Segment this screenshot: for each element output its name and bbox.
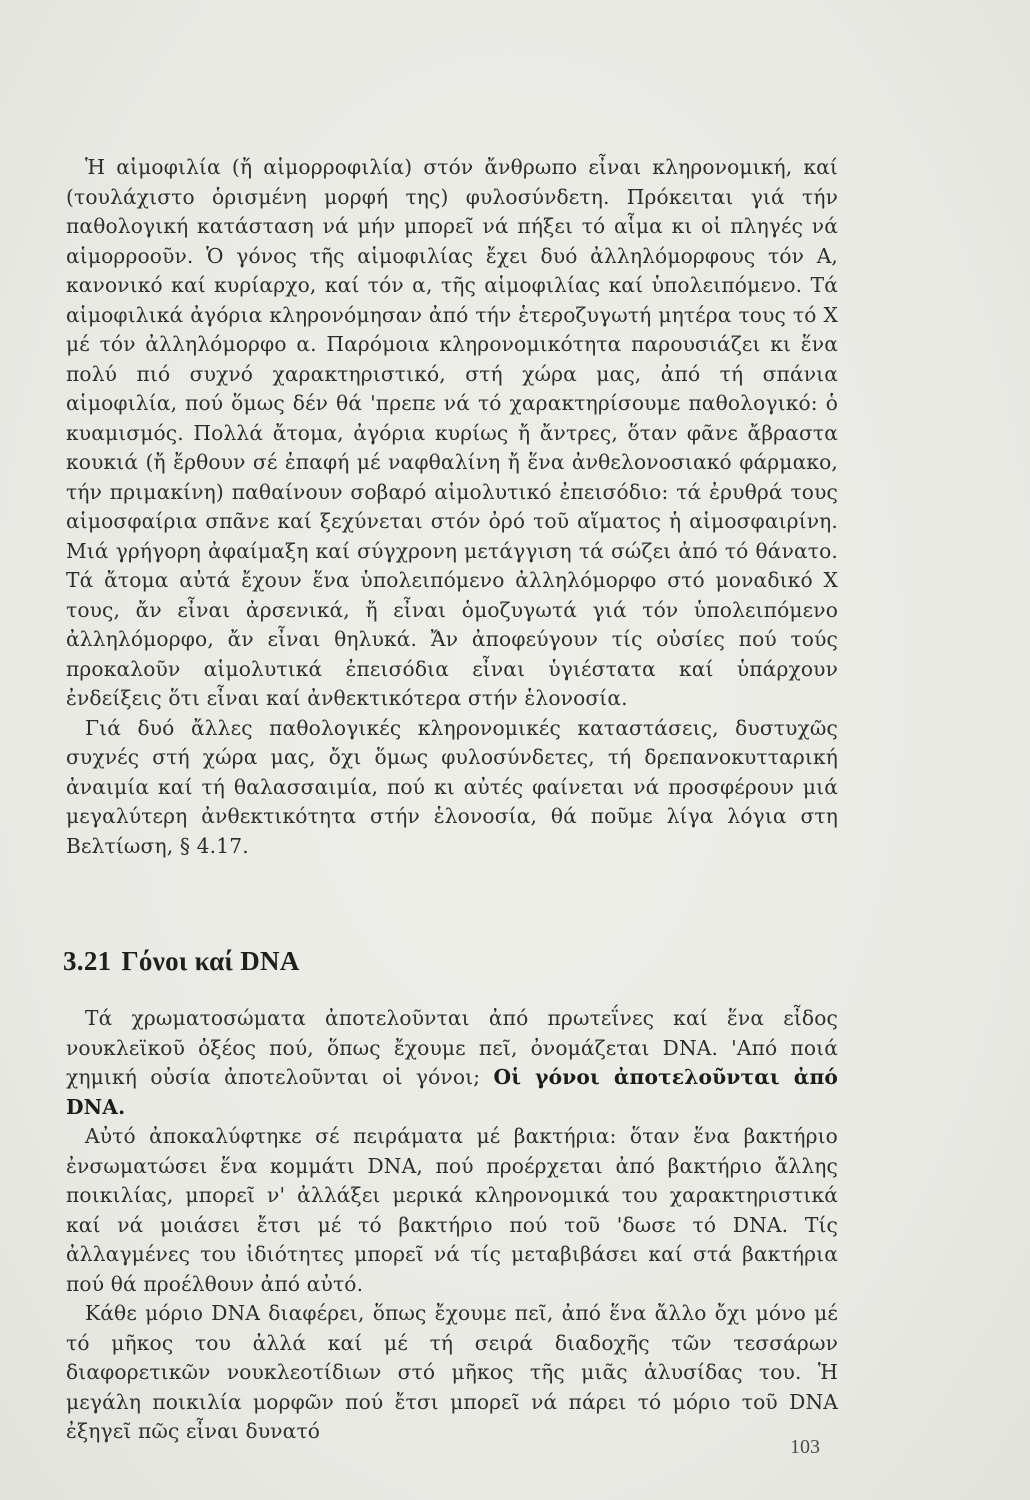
paragraph-hemophilia: Ἡ αἱμοφιλία (ἤ αἱμορροφιλία) στόν ἄνθρωπο εἶναι κληρονομική, καί (τουλάχιστο ὁρισμένη μορφή της) φυλοσύνδετη. Πρόκειται γιά τήν παθολογική κατάσταση νά μήν μπορεῖ νά πήξει τό αἷμα κι οἱ πληγές νά αἱμορροοῦν. Ὁ γόνος τῆς αἱμοφιλίας ἔχει δυό ἀλληλόμορφους τόν A, κανονικό καί κυρίαρχο, καί τόν α, τῆς αἱμοφιλίας καί ὑπολειπόμενο. Τά αἱμοφιλικά ἀγόρια κληρονόμησαν ἀπό τήν ἑτεροζυγωτή μητέρα τους τό X μέ τόν ἀλληλόμορφο α. Παρόμοια κληρονομικότητα παρουσιάζει κι ἕνα πολύ πιό συχνό χαρακτηριστικό, στή χώρα μας, ἀπό τή σπάνια αἱμοφιλία, πού ὅμως δέν θά 'πρεπε νά τό χαρακτηρίσουμε παθολογικό: ὁ κυαμισμός. Πολλά ἄτομα, ἀγόρια κυρίως ἤ ἄντρες, ὅταν φᾶνε ἄβραστα κουκιά (ἤ ἔρθουν σέ ἐπαφή μέ ναφθαλίνη ἤ ἕνα ἀνθελονοσιακό φάρμακο, τήν πριμακίνη) παθαίνουν σοβαρό αἱμολυτικό ἐπεισόδιο: τά ἐρυθρά τους αἱμοσφαίρια σπᾶνε καί ξεχύνεται στόν ὀρό τοῦ αἵματος ἡ αἱμοσφαιρίνη. Μιά γρήγορη ἀφαίμαξη καί σύγχρονη μετάγγιση τά σώζει ἀπό τό θάνατο. Τά ἄτομα αὐτά ἔχουν ἕνα ὑπολειπόμενο ἀλληλόμορφο στό μοναδικό X τους, ἄν εἶναι ἀρσενικά, ἤ εἶναι ὁμοζυγωτά γιά τόν ὑπολειπόμενο ἀλληλόμορφο, ἄν εἶναι θηλυκά. Ἄν ἀποφεύγουν τίς οὐσίες πού τούς προκαλοῦν αἱμολυτικά ἐπεισόδια εἶναι ὑγιέστατα καί ὑπάρχουν ἐνδείξεις ὅτι εἶναι καί ἀνθεκτικότερα στήν ἑλονοσία. bbox=[66, 155, 838, 710]
paragraph-chromosomes bbox=[66, 1004, 838, 1122]
text-block-section bbox=[66, 1004, 838, 1447]
paragraph-chromosomes-text: Τά χρωματοσώματα ἀποτελοῦνται ἀπό πρωτεΐνες καί ἕνα εἶδος νουκλεϊκοῦ ὀξέος πού, ὅπως ἔχουμε πεῖ, ὀνομάζεται DNA. 'Από ποιά χημική οὐσία ἀποτελοῦνται οἱ γόνοι; bbox=[66, 1006, 838, 1089]
text-block-top bbox=[66, 153, 838, 861]
section-number: 3.21 bbox=[63, 946, 112, 976]
paragraph-chromosomes-bold: Οἱ γόνοι ἀποτελοῦνται ἀπό DNA. bbox=[66, 1065, 838, 1119]
section-title: Γόνοι καί DNA bbox=[121, 946, 300, 976]
page-number: 103 bbox=[790, 1436, 820, 1458]
paragraph-other-conditions: Γιά δυό ἄλλες παθολογικές κληρονομικές καταστάσεις, δυστυχῶς συχνές στή χώρα μας, ὄχι ὅμως φυλοσύνδετες, τή δρεπανοκυτταρική ἀναιμία καί τή θαλασσαιμία, πού κι αὐτές φαίνεται νά προσφέρουν μιά μεγαλύτερη ἀνθεκτικότητα στήν ἑλονοσία, θά ποῦμε λίγα λόγια στη Βελτίωση, § 4.17. bbox=[66, 715, 838, 858]
paragraph-bacteria: Αὐτό ἀποκαλύφτηκε σέ πειράματα μέ βακτήρια: ὅταν ἕνα βακτήριο ἐνσωματώσει ἕνα κομμάτι DNA, πού προέρχεται ἀπό βακτήριο ἄλλης ποικιλίας, μπορεῖ ν' ἀλλάξει μερικά κληρονομικά του χαρακτηριστικά καί νά μοιάσει ἔτσι μέ τό βακτήριο πού τοῦ 'δωσε τό DNA. Τίς ἀλλαγμένες του ἰδιότητες μπορεῖ νά τίς μεταβιβάσει καί στά βακτήρια πού θά προέλθουν ἀπό αὐτό. bbox=[66, 1124, 838, 1296]
paragraph-dna-molecule: Κάθε μόριο DNA διαφέρει, ὅπως ἔχουμε πεῖ, ἀπό ἕνα ἄλλο ὄχι μόνο μέ τό μῆκος του ἀλλά καί μέ τή σειρά διαδοχῆς τῶν τεσσάρων διαφορετικῶν νουκλεοτίδιων στό μῆκος τῆς μιᾶς ἁλυσίδας του. Ἡ μεγάλη ποικιλία μορφῶν πού ἔτσι μπορεῖ νά πάρει τό μόριο τοῦ DNA ἐξηγεῖ πῶς εἶναι δυνατό bbox=[66, 1301, 838, 1443]
section-heading bbox=[63, 946, 300, 977]
